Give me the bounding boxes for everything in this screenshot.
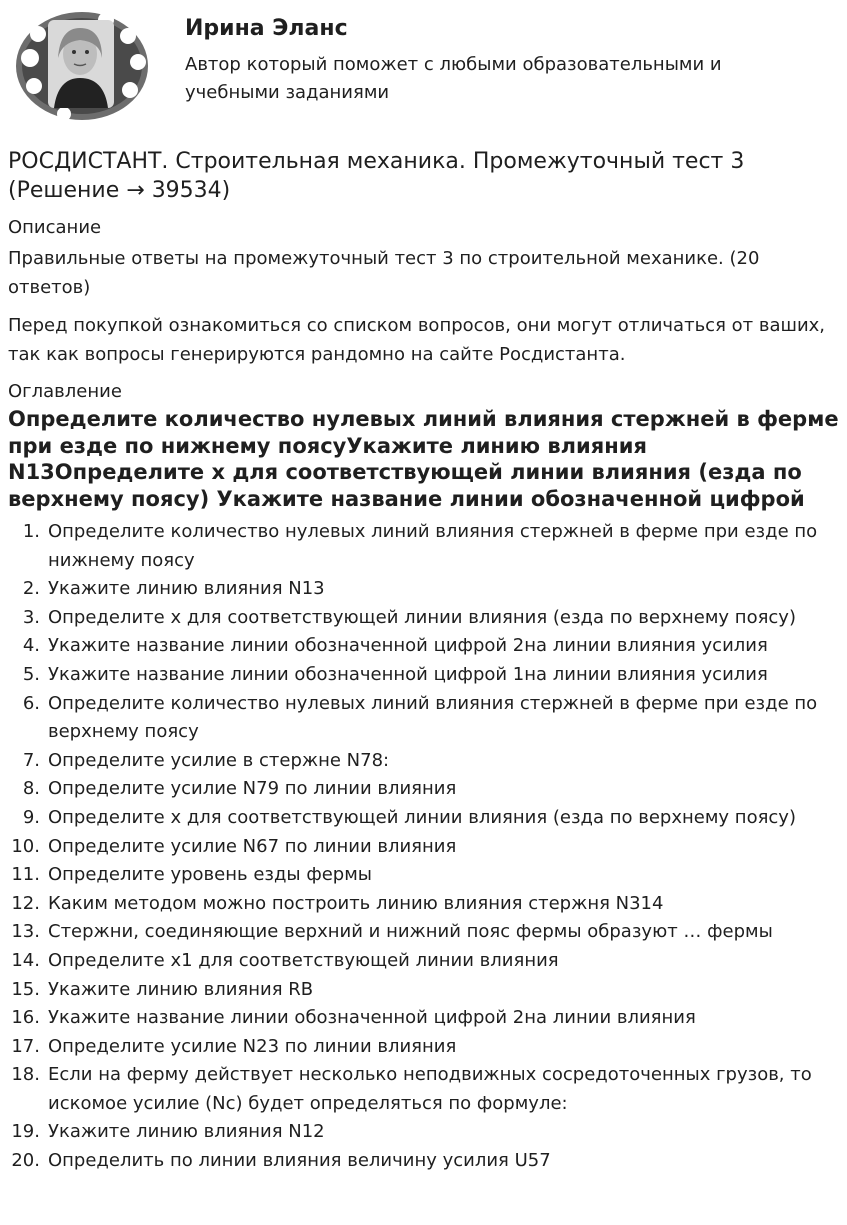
list-item (8, 1033, 840, 1062)
document-content (8, 147, 840, 1176)
list-item (8, 804, 840, 833)
description-text-2: Перед покупкой ознакомиться со списком вопросов, они могут отличаться от ваших, так как вопросы генерируются рандомно на сайте Росдистанта. (8, 315, 826, 365)
list-item-text: Определите уровень езды фермы (48, 864, 373, 886)
author-bio: Автор который поможет с любыми образовательными и учебными заданиями (185, 54, 722, 103)
list-item-text: Определите количество нулевых линий влияния стержней в ферме при езде по нижнему поясу (48, 521, 823, 571)
list-item (8, 890, 840, 919)
list-item-number: 13. (11, 921, 40, 943)
list-item-text: Определите x1 для соответствующей линии влияния (48, 949, 559, 971)
list-item (8, 661, 840, 690)
list-item-text: Стержни, соединяющие верхний и нижний пояс фермы образуют … фермы (48, 921, 773, 943)
list-item (8, 918, 840, 947)
list-item-text: Определите количество нулевых линий влияния стержней в ферме при езде по верхнему поясу (48, 692, 823, 743)
list-item (8, 976, 840, 1005)
list-item-text: Каким методом можно построить линию влияния стержня N314 (48, 892, 664, 914)
list-item-number: 9. (22, 806, 40, 828)
description-text-1: Правильные ответы на промежуточный тест 3 по строительной механике. (20 ответов) (8, 248, 760, 298)
list-item-number: 3. (22, 606, 40, 628)
list-item (8, 1118, 840, 1147)
list-item-text: Укажите линию влияния N12 (48, 1121, 325, 1143)
question-list (8, 518, 840, 1176)
list-item (8, 775, 840, 804)
list-item-number: 10. (11, 835, 40, 857)
list-item (8, 833, 840, 862)
list-item (8, 1004, 840, 1033)
list-item (8, 575, 840, 604)
list-item-text: Укажите название линии обозначенной цифрой 1на линии влияния усилия (48, 663, 768, 685)
list-item (8, 861, 840, 890)
list-item-text: Определите x для соответствующей линии влияния (езда по верхнему поясу) (48, 806, 796, 828)
list-item-text: Определить по линии влияния величину усилия U57 (48, 1150, 551, 1172)
list-item-text: Определите усилие N67 по линии влияния (48, 835, 457, 857)
author-card (8, 6, 839, 130)
list-item-number: 12. (11, 892, 40, 914)
list-item-text: Если на ферму действует несколько неподвижных сосредоточенных грузов, то искомое усилие (Nc) будет определяться по формуле: (48, 1064, 818, 1114)
list-item-number: 15. (11, 978, 40, 1000)
list-item (8, 1147, 840, 1176)
list-item (8, 1061, 840, 1118)
list-item (8, 518, 840, 575)
list-item-number: 2. (22, 578, 40, 600)
document-title: РОСДИСТАНТ. Строительная механика. Промежуточный тест 3 (Решение → 39534) (8, 149, 745, 203)
list-item-number: 4. (22, 635, 40, 657)
author-avatar (8, 6, 150, 126)
list-item (8, 747, 840, 776)
list-item-text: Укажите линию влияния N13 (48, 578, 325, 600)
list-item (8, 604, 840, 633)
list-item (8, 690, 840, 747)
list-item-number: 16. (11, 1007, 40, 1029)
list-item-number: 14. (11, 949, 40, 971)
list-item-number: 17. (11, 1035, 40, 1057)
list-item-number: 6. (22, 692, 40, 714)
list-item-text: Укажите линию влияния RB (48, 978, 314, 1000)
list-item-text: Укажите название линии обозначенной цифрой 2на линии влияния (48, 1007, 696, 1029)
list-item-number: 7. (22, 749, 40, 771)
list-item-text: Определите усилие в стержне N78: (48, 749, 390, 771)
toc-label: Оглавление (8, 381, 122, 402)
list-item-number: 19. (11, 1121, 40, 1143)
list-item-text: Укажите название линии обозначенной цифрой 2на линии влияния усилия (48, 635, 768, 657)
list-item-number: 18. (11, 1064, 40, 1086)
description-label: Описание (8, 217, 102, 238)
author-name: Ирина Эланс (185, 16, 348, 41)
list-item (8, 632, 840, 661)
toc-title: Определите количество нулевых линий влияния стержней в ферме при езде по нижнему поясуУкажите линию влияния N13Определите x для соответствующей линии влияния (езда по верхнему поясу) Укажите название линии обозначенной цифрой (8, 407, 839, 511)
list-item-text: Определите усилие N79 по линии влияния (48, 778, 457, 800)
list-item-number: 20. (11, 1150, 40, 1172)
list-item-number: 1. (22, 521, 40, 542)
list-item-text: Определите усилие N23 по линии влияния (48, 1035, 457, 1057)
list-item-number: 8. (22, 778, 40, 800)
list-item-number: 11. (11, 864, 40, 886)
list-item-text: Определите x для соответствующей линии влияния (езда по верхнему поясу) (48, 606, 796, 628)
list-item (8, 947, 840, 976)
list-item-number: 5. (22, 663, 40, 685)
